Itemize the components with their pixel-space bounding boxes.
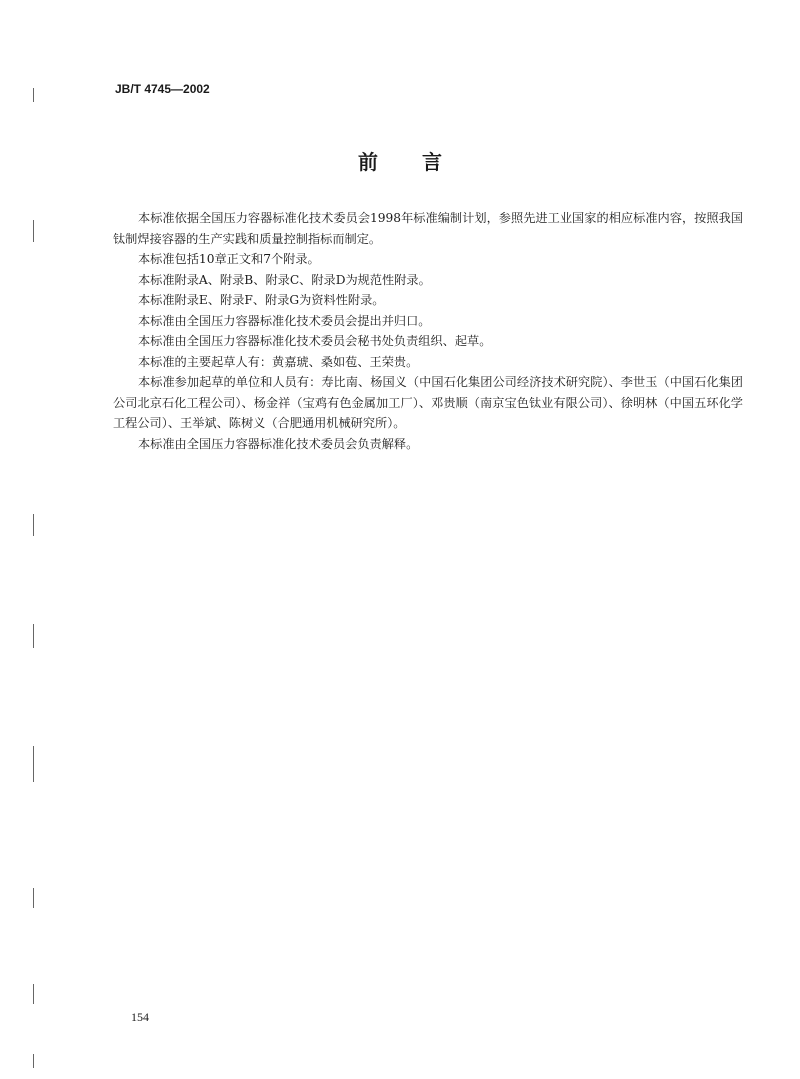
paragraph: 本标准参加起草的单位和人员有：寿比南、杨国义（中国石化集团公司经济技术研究院）、李世玉（中国石化集团公司北京石化工程公司）、杨金祥（宝鸡有色金属加工厂）、邓贵顺（南京宝色钛业有限公司）、徐明林（中国五环化学工程公司）、王举斌、陈树义（合肥通用机械研究所）。 xyxy=(113,375,743,430)
scan-edge-mark xyxy=(33,514,34,536)
paragraph: 本标准依据全国压力容器标准化技术委员会1998年标准编制计划，参照先进工业国家的相应标准内容，按照我国钛制焊接容器的生产实践和质量控制指标而制定。 xyxy=(113,211,743,246)
scan-edge-mark xyxy=(33,624,34,648)
standard-code: JB/T 4745—2002 xyxy=(115,82,210,96)
paragraph: 本标准包括10章正文和7个附录。 xyxy=(138,252,320,266)
paragraph: 本标准由全国压力容器标准化技术委员会负责解释。 xyxy=(138,436,419,451)
foreword-body xyxy=(113,208,743,454)
scan-edge-mark xyxy=(33,220,34,242)
page-title: 前言 xyxy=(358,150,486,174)
page-number: 154 xyxy=(131,1010,149,1024)
scan-edge-mark xyxy=(33,984,34,1004)
paragraph: 本标准由全国压力容器标准化技术委员会提出并归口。 xyxy=(138,313,431,328)
paragraph: 本标准附录E、附录F、附录G为资料性附录。 xyxy=(138,293,385,307)
paragraph: 本标准由全国压力容器标准化技术委员会秘书处负责组织、起草。 xyxy=(138,334,492,348)
scan-edge-mark xyxy=(33,1054,34,1068)
scan-edge-mark xyxy=(33,746,34,782)
paragraph: 本标准的主要起草人有：黄嘉琥、桑如苞、王荣贵。 xyxy=(138,354,419,369)
scan-edge-mark xyxy=(33,888,34,908)
paragraph: 本标准附录A、附录B、附录C、附录D为规范性附录。 xyxy=(138,272,431,287)
scan-edge-mark xyxy=(33,88,34,102)
